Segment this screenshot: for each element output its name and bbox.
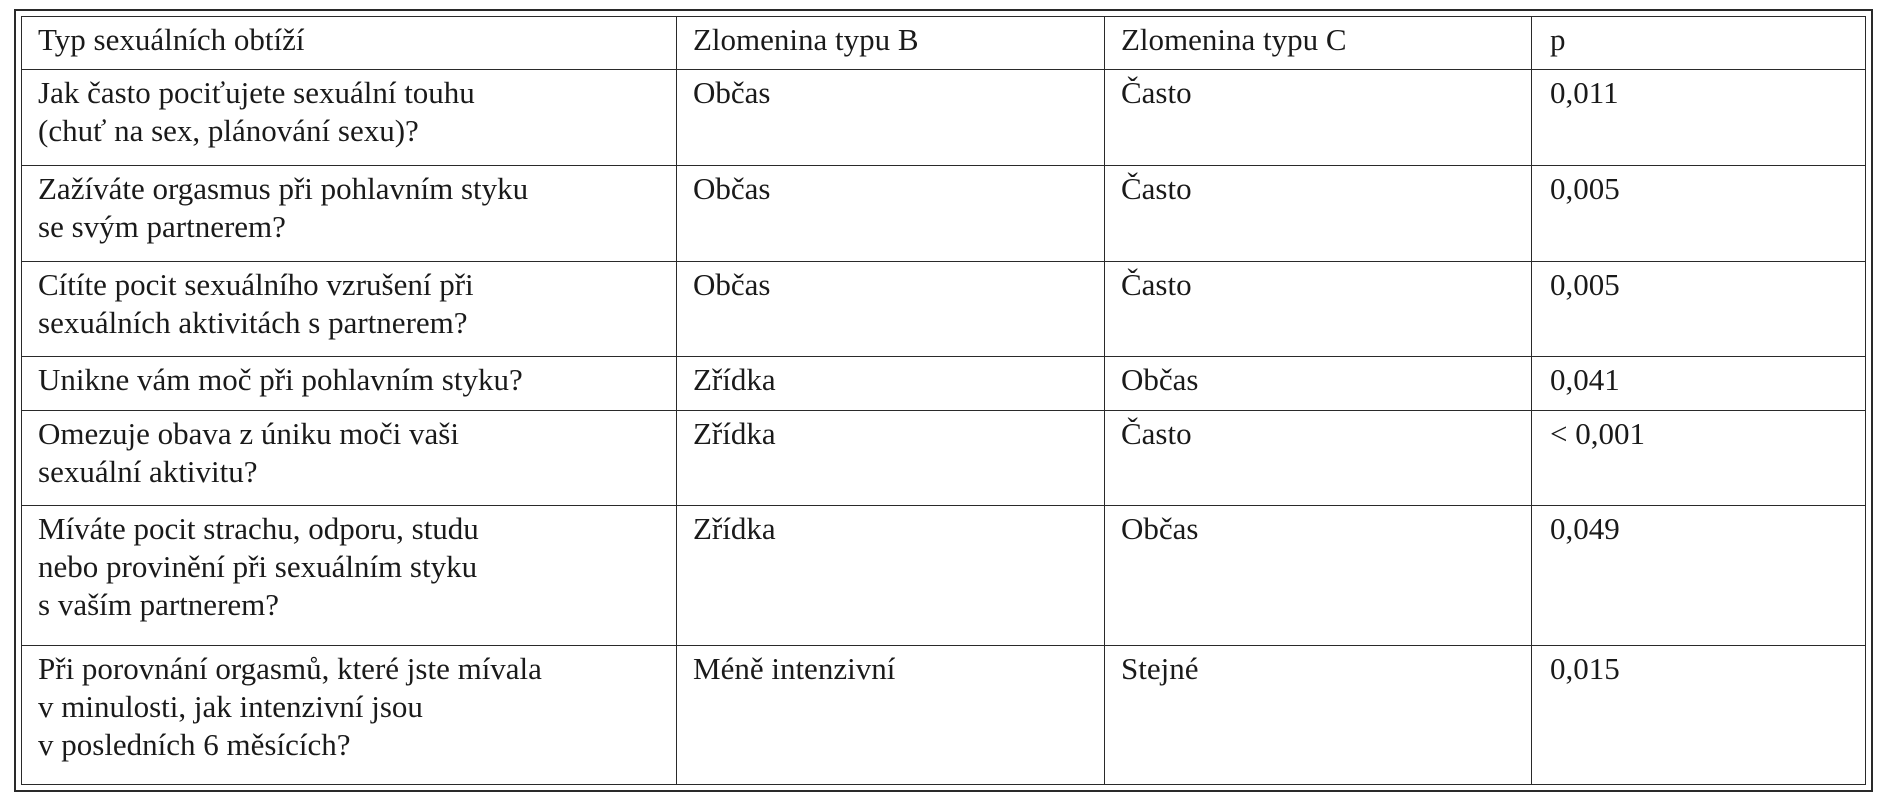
type-b-cell: Méně intenzivní (677, 645, 1105, 784)
type-b-cell: Zřídka (677, 410, 1105, 506)
table-row (22, 70, 1866, 166)
type-c-cell: Často (1105, 70, 1532, 166)
p-value-cell: 0,049 (1532, 506, 1866, 645)
table-header-row (22, 17, 1866, 70)
question-line: sexuální aktivitu? (38, 453, 258, 489)
question-line: sexuálních aktivitách s partnerem? (38, 304, 468, 340)
p-value-cell: 0,011 (1532, 70, 1866, 166)
header-cell-type: Typ sexuálních obtíží (22, 17, 677, 70)
header-cell-type-c: Zlomenina typu C (1105, 17, 1532, 70)
table-row (22, 357, 1866, 410)
question-line: s vaším partnerem? (38, 587, 280, 623)
question-cell (22, 506, 677, 645)
type-c-cell: Stejné (1105, 645, 1532, 784)
type-b-cell: Občas (677, 70, 1105, 166)
question-line: Unikne vám moč při pohlavním styku? (38, 362, 523, 398)
table-row (22, 410, 1866, 506)
p-value-cell: 0,041 (1532, 357, 1866, 410)
table-frame (14, 9, 1873, 792)
type-b-cell: Občas (677, 261, 1105, 357)
p-value-cell: < 0,001 (1532, 410, 1866, 506)
question-cell (22, 166, 677, 262)
question-line: v minulosti, jak intenzivní jsou (38, 688, 423, 724)
question-cell (22, 70, 677, 166)
question-cell (22, 357, 677, 410)
question-line: Při porovnání orgasmů, které jste mívala (38, 650, 542, 686)
header-cell-p: p (1532, 17, 1866, 70)
type-c-cell: Často (1105, 410, 1532, 506)
question-line: Míváte pocit strachu, odporu, studu (38, 511, 479, 547)
table-row (22, 506, 1866, 645)
type-c-cell: Často (1105, 166, 1532, 262)
type-c-cell: Často (1105, 261, 1532, 357)
question-line: Omezuje obava z úniku moči vaši (38, 415, 459, 451)
question-line: (chuť na sex, plánování sexu)? (38, 113, 419, 149)
question-line: Jak často pociťujete sexuální touhu (38, 75, 475, 111)
question-cell (22, 410, 677, 506)
p-value-cell: 0,015 (1532, 645, 1866, 784)
question-cell (22, 261, 677, 357)
table-row (22, 166, 1866, 262)
sexual-difficulties-table (21, 16, 1866, 785)
question-line: Cítíte pocit sexuálního vzrušení při (38, 266, 474, 302)
header-cell-type-b: Zlomenina typu B (677, 17, 1105, 70)
table-row (22, 261, 1866, 357)
question-cell (22, 645, 677, 784)
type-b-cell: Občas (677, 166, 1105, 262)
table-row (22, 645, 1866, 784)
type-c-cell: Občas (1105, 357, 1532, 410)
p-value-cell: 0,005 (1532, 166, 1866, 262)
p-value-cell: 0,005 (1532, 261, 1866, 357)
question-line: Zažíváte orgasmus při pohlavním styku (38, 171, 529, 207)
question-line: nebo provinění při sexuálním styku (38, 549, 478, 585)
question-line: v posledních 6 měsících? (38, 726, 351, 762)
type-b-cell: Zřídka (677, 357, 1105, 410)
type-b-cell: Zřídka (677, 506, 1105, 645)
type-c-cell: Občas (1105, 506, 1532, 645)
question-line: se svým partnerem? (38, 209, 286, 245)
